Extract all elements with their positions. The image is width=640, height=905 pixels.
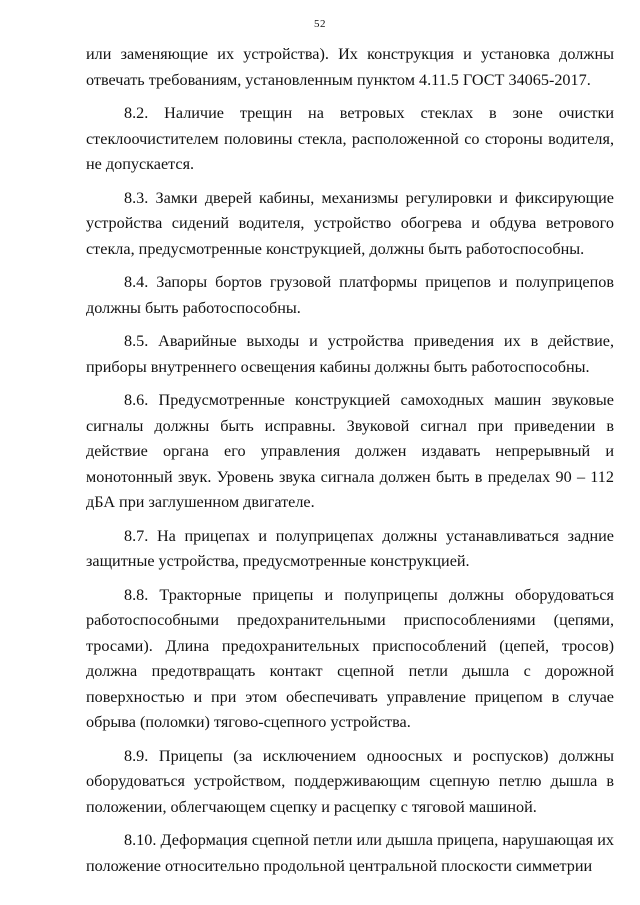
paragraph-8-6: 8.6. Предусмотренные конструкцией самоходных машин звуковые сигналы должны быть исправны. Звуковой сигнал при приведении в действие органа его управления должен издавать непрерывный и монотонный звук. Уровень звука сигнала должен быть в пределах 90 – 112 дБА при заглушенном двигателе. [86, 391, 614, 511]
paragraph-8-10: 8.10. Деформация сцепной петли или дышла прицепа, нарушающая их положение относительно продольной центральной плоскости симметрии [86, 831, 614, 875]
paragraph-8-4: 8.4. Запоры бортов грузовой платформы прицепов и полуприцепов должны быть работоспособны. [86, 273, 614, 317]
paragraph-8-8: 8.8. Тракторные прицепы и полуприцепы должны оборудоваться работоспособными предохранительными приспособлениями (цепями, тросами). Длина предохранительных приспособлений (цепей, тросов) должна предотвращать контакт сцепной петли дышла с дорожной поверхностью и при этом обеспечивать управление прицепом в случае обрыва (поломки) тягово-сцепного устройства. [86, 585, 614, 731]
paragraph-continuation: или заменяющие их устройства). Их конструкция и установка должны отвечать требованиям, установленным пунктом 4.11.5 ГОСТ 34065-2017. [86, 45, 614, 89]
paragraph-8-7: 8.7. На прицепах и полуприцепах должны устанавливаться задние защитные устройства, предусмотренные конструкцией. [86, 526, 614, 570]
page-number: 52 [314, 18, 326, 30]
paragraph-8-3: 8.3. Замки дверей кабины, механизмы регулировки и фиксирующие устройства сидений водителя, устройство обогрева и обдува ветрового стекла, предусмотренные конструкцией, должны быть работоспособны. [86, 188, 614, 258]
paragraph-8-5: 8.5. Аварийные выходы и устройства приведения их в действие, приборы внутреннего освещения кабины должны быть работоспособны. [86, 332, 614, 376]
body-text [86, 42, 614, 887]
paragraph-8-9: 8.9. Прицепы (за исключением одноосных и роспусков) должны оборудоваться устройством, поддерживающим сцепную петлю дышла в положении, облегчающем сцепку и расцепку с тяговой машиной. [86, 746, 614, 816]
paragraph-8-2: 8.2. Наличие трещин на ветровых стеклах в зоне очистки стеклоочистителем половины стекла, расположенной со стороны водителя, не допускается. [86, 104, 614, 173]
